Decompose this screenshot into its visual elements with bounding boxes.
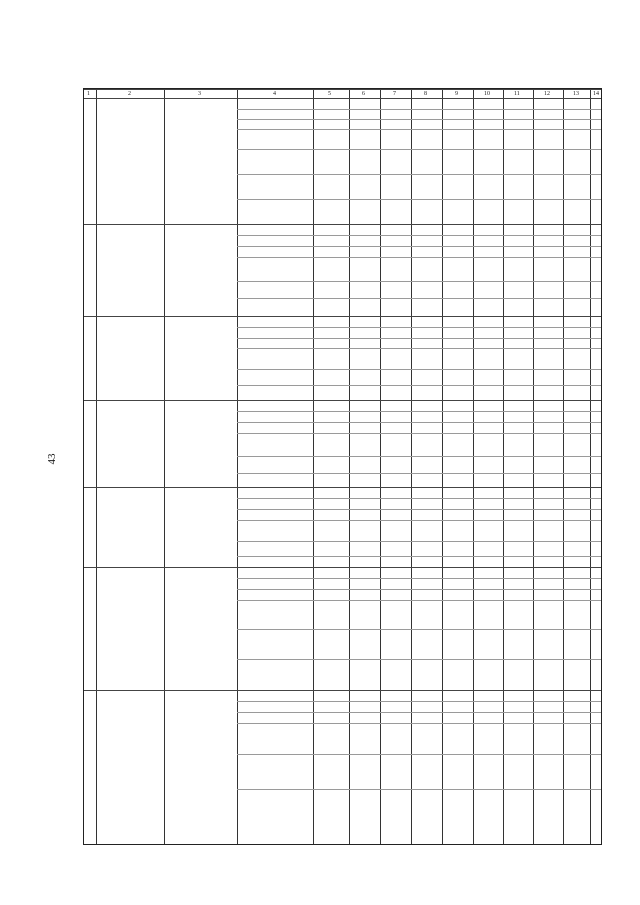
line-row [237, 257, 601, 258]
header-cell: 14 [593, 91, 599, 97]
header-cell: 7 [393, 91, 396, 97]
line-row [237, 298, 601, 299]
col-divider [590, 89, 591, 844]
line-row [237, 129, 601, 130]
header-cell: 9 [455, 91, 458, 97]
col-divider [533, 89, 534, 844]
col-divider [96, 89, 97, 844]
header-cell: 6 [362, 91, 365, 97]
line-row [237, 600, 601, 601]
col-divider [164, 89, 165, 844]
line-row [237, 235, 601, 236]
line-row [237, 556, 601, 557]
header-cell: 2 [128, 91, 131, 97]
line-row [237, 338, 601, 339]
col-divider [313, 89, 314, 844]
line-row [237, 723, 601, 724]
section-divider [84, 316, 601, 317]
header-cell: 13 [573, 91, 579, 97]
section-divider [84, 400, 601, 401]
col-divider [237, 89, 238, 844]
page-number: 43 [46, 453, 58, 465]
header-row-bottom [84, 98, 601, 99]
header-cell: 5 [328, 91, 331, 97]
line-row [237, 473, 601, 474]
line-row [237, 520, 601, 521]
line-row [237, 422, 601, 423]
header-cell: 8 [424, 91, 427, 97]
header-cell: 11 [514, 91, 520, 97]
header-cell: 10 [484, 91, 490, 97]
section-divider [84, 224, 601, 225]
col-divider [411, 89, 412, 844]
col-divider [473, 89, 474, 844]
line-row [237, 712, 601, 713]
line-row [237, 789, 601, 790]
line-row [237, 411, 601, 412]
col-divider [563, 89, 564, 844]
header-cell: 4 [273, 91, 276, 97]
line-row [237, 509, 601, 510]
section-divider [84, 690, 601, 691]
line-row [237, 369, 601, 370]
header-cell: 1 [87, 91, 90, 97]
line-row [237, 589, 601, 590]
line-row [237, 119, 601, 120]
line-row [237, 498, 601, 499]
header-row-top [84, 89, 601, 90]
line-row [237, 385, 601, 386]
line-row [237, 659, 601, 660]
line-row [237, 174, 601, 175]
section-divider [84, 487, 601, 488]
col-divider [442, 89, 443, 844]
line-row [237, 433, 601, 434]
line-row [237, 281, 601, 282]
line-row [237, 109, 601, 110]
line-row [237, 541, 601, 542]
line-row [237, 149, 601, 150]
line-row [237, 629, 601, 630]
header-cell: 12 [544, 91, 550, 97]
line-row [237, 327, 601, 328]
line-row [237, 199, 601, 200]
col-divider [380, 89, 381, 844]
line-row [237, 578, 601, 579]
line-row [237, 348, 601, 349]
section-divider [84, 567, 601, 568]
line-row [237, 456, 601, 457]
header-cell: 3 [198, 91, 201, 97]
line-row [237, 754, 601, 755]
col-divider [349, 89, 350, 844]
budget-table [83, 88, 602, 845]
line-row [237, 246, 601, 247]
line-row [237, 701, 601, 702]
col-divider [503, 89, 504, 844]
